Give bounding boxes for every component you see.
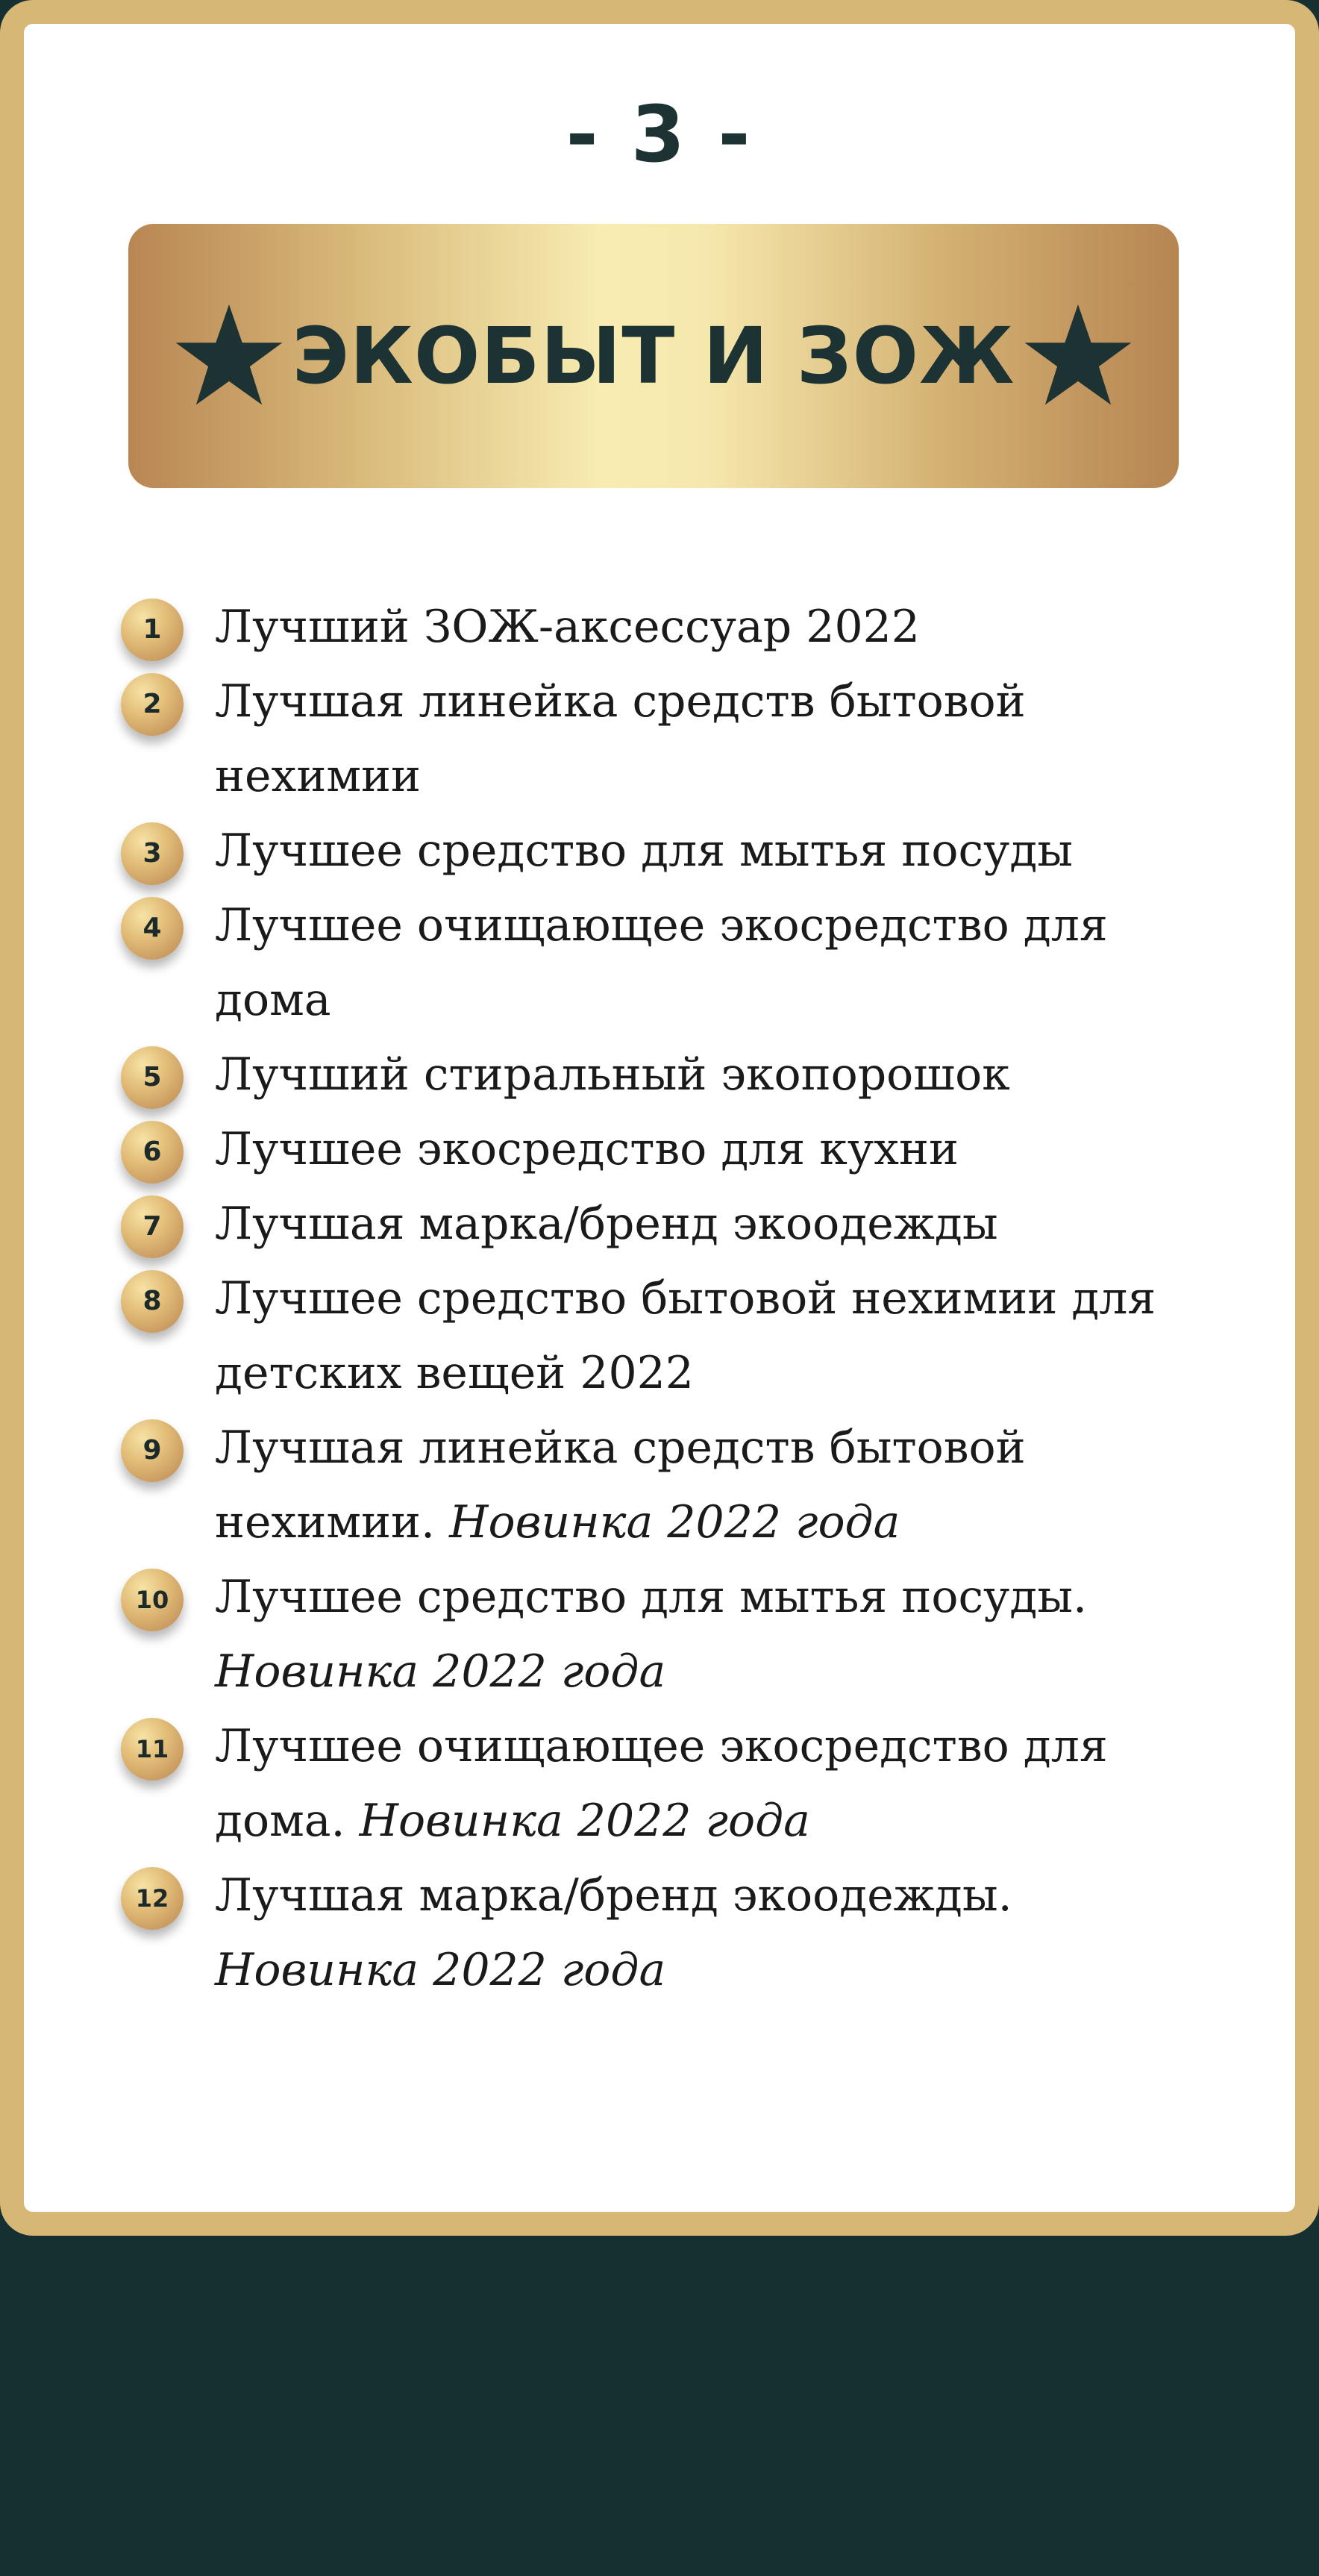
award-item [121, 590, 1165, 664]
award-title: Лучшая марка/бренд экоодежды. Новинка 2022 года [215, 1869, 1012, 1996]
number-badge: 11 [121, 1718, 184, 1781]
number-badge: 4 [121, 897, 184, 960]
award-note: Новинка 2022 года [359, 1795, 810, 1847]
category-banner [128, 224, 1179, 488]
award-title: Лучшее средство бытовой нехимии для детских вещей 2022 [215, 1272, 1156, 1399]
award-item [121, 813, 1165, 888]
page-number: - 3 - [565, 89, 754, 180]
number-badge: 3 [121, 822, 184, 885]
award-note: Новинка 2022 года [449, 1496, 900, 1548]
number-badge: 10 [121, 1569, 184, 1631]
award-item [121, 1858, 1165, 2007]
award-title: Лучшее экосредство для кухни [215, 1123, 959, 1175]
number-badge: 1 [121, 598, 184, 661]
number-badge: 6 [121, 1121, 184, 1184]
number-badge: 9 [121, 1419, 184, 1482]
award-item [121, 1410, 1165, 1560]
award-item [121, 1709, 1165, 1858]
award-title: Лучшая линейка средств бытовой нехимии. Новинка 2022 года [215, 1422, 1026, 1548]
number-badge: 7 [121, 1195, 184, 1258]
number-badge: 2 [121, 673, 184, 736]
award-item [121, 1112, 1165, 1187]
award-item [121, 1187, 1165, 1261]
award-list [121, 590, 1165, 2007]
award-item [121, 664, 1165, 813]
award-item [121, 1560, 1165, 1709]
award-title: Лучшее очищающее экосредство для дома. Новинка 2022 года [215, 1720, 1108, 1847]
award-title: Лучшее средство для мытья посуды. Новинка 2022 года [215, 1571, 1088, 1698]
award-title: Лучшая линейка средств бытовой нехимии [215, 675, 1026, 802]
category-title: ЭКОБЫТ И ЗОЖ [292, 310, 1015, 401]
award-item [121, 1037, 1165, 1112]
number-badge: 5 [121, 1046, 184, 1109]
star-icon [1022, 300, 1134, 412]
award-title: Лучшая марка/бренд экоодежды [215, 1198, 998, 1250]
star-icon [173, 300, 285, 412]
award-note: Новинка 2022 года [215, 1645, 666, 1698]
award-title: Лучший стиральный экопорошок [215, 1048, 1010, 1101]
award-item [121, 888, 1165, 1037]
award-item [121, 1261, 1165, 1410]
number-badge: 8 [121, 1270, 184, 1333]
number-badge: 12 [121, 1867, 184, 1930]
award-note: Новинка 2022 года [215, 1944, 666, 1996]
award-title: Лучший ЗОЖ-аксессуар 2022 [215, 601, 920, 653]
award-title: Лучшее очищающее экосредство для дома [215, 899, 1108, 1026]
award-title: Лучшее средство для мытья посуды [215, 825, 1074, 877]
